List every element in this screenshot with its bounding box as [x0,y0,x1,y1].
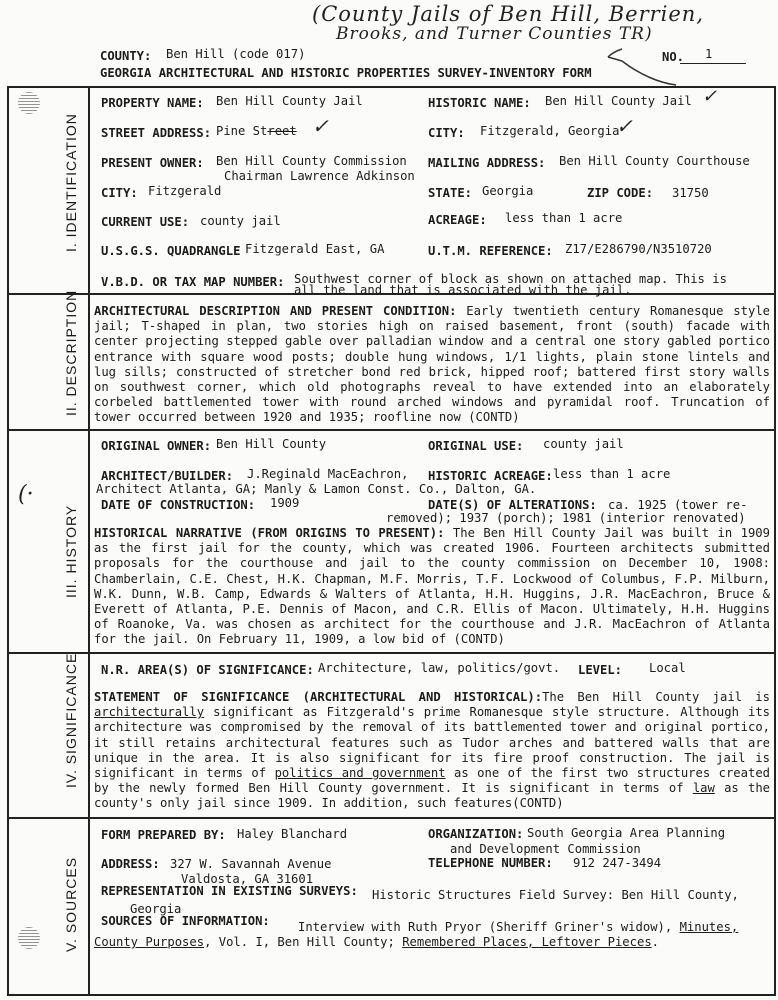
date-of-alterations-line2: removed); 1937 (porch); 1981 (interior renovated) [386,511,746,525]
historic-acreage-value: less than 1 acre [553,467,671,481]
form-number-value: 1 [705,47,713,61]
tax-map-line2: all the land that is associated with the jail. [294,283,632,297]
architect-builder-line1: J.Reginald MacEachron, [247,467,409,481]
sources-vol: , Vol. I, Ben Hill County; [204,935,395,949]
tax-map-line1: Southwest corner of block as shown on attached map. This is [294,272,727,286]
historic-acreage-label: HISTORIC ACREAGE: [428,469,553,483]
address-line2: Valdosta, GA 31601 [181,872,314,886]
utm-reference-label: U.T.M. REFERENCE: [428,244,553,258]
historical-narrative [94,526,770,648]
state-value: Georgia [482,184,534,198]
architect-builder-line2: Architect Atlanta, GA; Manly & Lamon Const. Co., Dalton, GA. [96,482,537,496]
sources-of-information-label: SOURCES OF INFORMATION: [101,914,270,928]
statement-text-law: law [692,781,715,796]
form-prepared-by-label: FORM PREPARED BY: [101,828,226,842]
historic-name-value: Ben Hill County Jail [545,94,692,108]
form-number-label: NO. [662,50,685,64]
property-name-value: Ben Hill County Jail [216,94,363,108]
present-owner-line2: Chairman Lawrence Adkinson [224,169,415,183]
county-value: Ben Hill (code 017) [166,47,306,61]
representation-label: REPRESENTATION IN EXISTING SURVEYS: [101,884,358,898]
form-title: GEORGIA ARCHITECTURAL AND HISTORIC PROPERTIES SURVEY-INVENTORY FORM [100,66,592,80]
architectural-description-text: Early twentieth century Romanesque style jail; T-shaped in plan, two stories high on raised basement, front (south) facade with center projecting stepped gable over palladian window and a central one story gabled portico entrance with square wood posts; double hung windows, 1/1 lights, plain stone lintels and lug sills; constructed of stretcher bond red brick, hipped roof; battered first story walls on southwest corner, which old photographs reveal to have extended into an elaborately corbeled battlemented tower with round arched windows and pyramidal roof. Truncation of tower occurred between 1920 and 1935; roofline now (CONTD) [94,304,770,425]
date-of-alterations-label: DATE(S) OF ALTERATIONS: [428,498,597,512]
checkmark: ✓ [702,86,718,107]
tax-map-label: V.B.D. OR TAX MAP NUMBER: [101,275,285,289]
historic-name-label: HISTORIC NAME: [428,96,531,110]
statement-text-architecturally: architecturally [94,705,205,720]
date-of-construction-label: DATE OF CONSTRUCTION: [101,498,256,512]
sources-line2 [94,935,659,949]
organization-line1: South Georgia Area Planning [527,826,726,840]
sources-line1 [298,920,738,934]
section-divider-3 [7,652,776,654]
section-label-sources: V. SOURCES [63,856,79,952]
street-address-value [216,124,297,138]
statement-text-politics: politics and government [274,766,446,781]
street-address-label: STREET ADDRESS: [101,126,212,140]
sources-remembered-places: Remembered Places, Leftover Pieces [402,935,652,949]
architectural-description [94,304,770,426]
handwritten-note-line1: (County Jails of Ben Hill, Berrien, [312,2,704,26]
address-label: ADDRESS: [101,857,160,871]
date-of-construction-value: 1909 [270,496,300,510]
state-label: STATE: [428,186,473,200]
historical-narrative-text: The Ben Hill County Jail was built in 1909 as the first jail for the county, which was created 1906. Fourteen architects submitted proposals for the courthouse and jail to the county commission on December 10, 1908: Chamberlain, C.E. Chest, H.K. Chapman, M.F. Morris, T.F. Lockwood of Columbus, F.P. Milburn, W.K. Dunn, W.B. Camp, Edwards & Walters of Atlanta, H.H. Huggins, J.R. MacEachron, Bruce & Everett of Atlanta, P.E. Dennis of Macon, and C.R. Ellis of Macon. Ultimately, H.H. Huggins of Roanoke, Va. was chosen as architect for the courthouse and J.R. MacEachron of Atlanta for the jail. On February 11, 1909, a low bid of (CONTD) [94,526,770,647]
acreage-value: less than 1 acre [505,211,623,225]
nr-area-label: N.R. AREA(S) OF SIGNIFICANCE: [101,663,314,677]
utm-reference-value: Z17/E286790/N3510720 [565,242,712,256]
historical-narrative-label: HISTORICAL NARRATIVE (FROM ORIGINS TO PRESENT): [94,526,445,540]
level-label: LEVEL: [578,663,623,677]
organization-line2: and Development Commission [450,842,641,856]
organization-label: ORGANIZATION: [428,827,524,841]
section-label-significance: IV. SIGNIFICANCE [63,652,79,788]
original-use-value: county jail [543,437,624,451]
section-label-description: II. DESCRIPTION [63,289,79,416]
representation-line2: Georgia [130,902,182,916]
statement-label: STATEMENT OF SIGNIFICANCE (ARCHITECTURAL AND HISTORICAL): [94,690,543,704]
telephone-value: 912 247-3494 [573,856,662,870]
address-line1: 327 W. Savannah Avenue [170,857,332,871]
section-divider-4 [7,817,776,819]
owner-city-value: Fitzgerald [148,184,222,198]
zip-code-label: ZIP CODE: [587,186,654,200]
handwritten-mark: (· [18,482,34,507]
original-owner-value: Ben Hill County [216,437,327,451]
original-use-label: ORIGINAL USE: [428,439,524,453]
section-divider-2 [7,429,776,431]
street-address-struck: reet [267,124,297,138]
statement-text-2: significant as Fitzgerald's prime Romanesque style structure. Although its architecture was compromised by the removal of its battlemented tower and original portico, it still retains architectural features such as Tudor arches and battered walls that are unique in the area. It is also significant for its fire proof construction. The jail is significant in terms of [94,705,770,781]
sources-interview: Interview with Ruth Pryor (Sheriff Griner's widow), [298,920,673,934]
statement-text-4: as the county's only jail since 1909. In addition, such features(CONTD) [94,781,770,811]
current-use-label: CURRENT USE: [101,215,190,229]
form-number-underline [680,63,746,64]
architect-builder-label: ARCHITECT/BUILDER: [101,469,234,483]
section-label-history: III. HISTORY [63,504,79,598]
statement-text-3: as one of the first two structures created by the newly formed Ben Hill County government. It is significant in terms of [94,766,770,796]
property-name-label: PROPERTY NAME: [101,96,204,110]
statement-text-1: The Ben Hill County jail is [542,690,770,704]
original-owner-label: ORIGINAL OWNER: [101,439,212,453]
section-label-identification: I. IDENTIFICATION [63,113,79,252]
sources-county-purposes: County Purposes [94,935,205,949]
section-divider-vertical [88,86,90,996]
punch-hole [18,927,40,949]
city-label: CITY: [428,126,465,140]
county-label: COUNTY: [100,49,152,63]
mailing-address-label: MAILING ADDRESS: [428,156,546,170]
city-value: Fitzgerald, Georgia [480,124,620,138]
handwritten-note-line2: Brooks, and Turner Counties TR) [336,24,653,44]
mailing-address-value: Ben Hill County Courthouse [559,154,750,168]
statement-of-significance [94,690,770,812]
usgs-quadrangle-label: U.S.G.S. QUADRANGLE [101,244,241,258]
usgs-quadrangle-value: Fitzgerald East, GA [245,242,385,256]
acreage-label: ACREAGE: [428,213,487,227]
present-owner-label: PRESENT OWNER: [101,156,204,170]
architectural-description-label: ARCHITECTURAL DESCRIPTION AND PRESENT CONDITION: [94,304,457,318]
present-owner-line1: Ben Hill County Commission [216,154,407,168]
checkmark: ✓ [312,114,329,138]
zip-code-value: 31750 [672,186,709,200]
form-prepared-by-value: Haley Blanchard [237,827,348,841]
sources-end: . [651,935,660,949]
representation-value: Historic Structures Field Survey: Ben Hill County, [372,888,739,902]
punch-hole [18,92,40,114]
telephone-label: TELEPHONE NUMBER: [428,856,553,870]
sources-minutes: Minutes, [679,920,739,934]
level-value: Local [649,661,686,675]
checkmark: ✓ [616,114,633,138]
street-address-text: Pine St [216,124,268,138]
owner-city-label: CITY: [101,186,138,200]
current-use-value: county jail [200,214,281,228]
date-of-alterations-line1: ca. 1925 (tower re- [608,498,748,512]
nr-area-value: Architecture, law, politics/govt. [318,661,561,675]
